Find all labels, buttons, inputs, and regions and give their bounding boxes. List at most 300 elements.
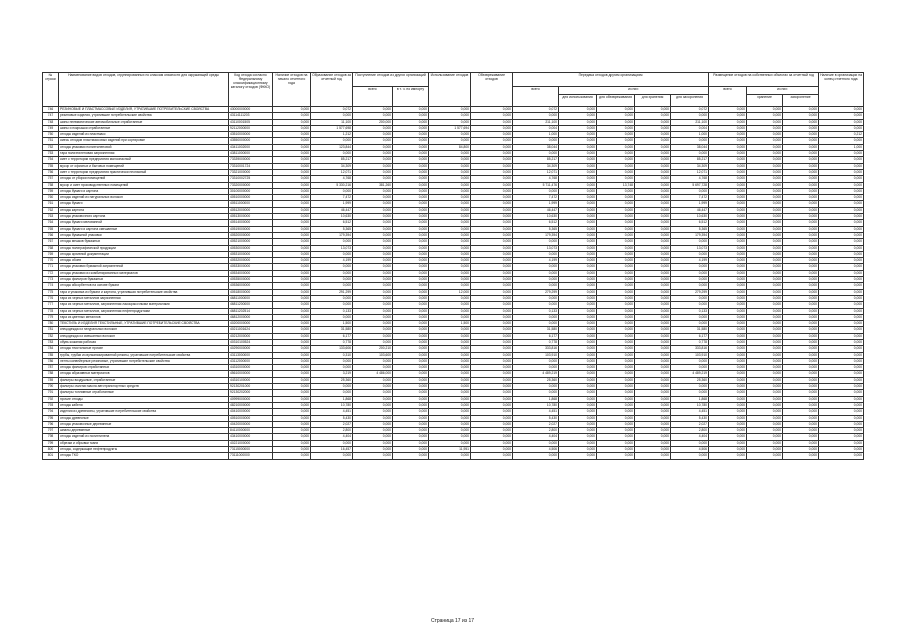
- value-cell: 0,000: [783, 220, 819, 226]
- value-cell: 0,000: [671, 188, 709, 194]
- value-cell: 0,000: [429, 157, 471, 163]
- value-cell: 0,000: [429, 251, 471, 257]
- value-cell: 4,404: [311, 434, 353, 440]
- value-cell: 0,000: [471, 232, 513, 238]
- col-header-placement: Размещение отходов на собственных объектах за отчетный год: [709, 73, 819, 87]
- col-header-transfer: Передача отходов другим организациям: [513, 73, 709, 87]
- value-cell: 200,210: [353, 346, 393, 352]
- value-cell: 0,000: [559, 270, 597, 276]
- waste-code: 40211001624: [229, 327, 273, 333]
- value-cell: 0,000: [273, 113, 311, 119]
- waste-code: 43110001505: [229, 119, 273, 125]
- waste-name: отходы фильтров бумажных: [59, 277, 229, 283]
- value-cell: 0,000: [559, 421, 597, 427]
- value-cell: 0,000: [709, 333, 747, 339]
- value-cell: 34,309: [671, 163, 709, 169]
- value-cell: 0,000: [783, 365, 819, 371]
- value-cell: 0,000: [747, 440, 783, 446]
- value-cell: 0,000: [635, 352, 671, 358]
- value-cell: 0,000: [709, 295, 747, 301]
- value-cell: 0,000: [353, 195, 393, 201]
- waste-name: отходы от уборки помещений: [59, 176, 229, 182]
- value-cell: 0,000: [393, 314, 429, 320]
- value-cell: 0,000: [709, 434, 747, 440]
- row-number: 750: [43, 132, 59, 138]
- value-cell: 0,000: [597, 264, 635, 270]
- value-cell: 0,000: [597, 321, 635, 327]
- value-cell: 0,000: [819, 308, 864, 314]
- value-cell: 0,000: [429, 113, 471, 119]
- value-cell: 0,000: [429, 188, 471, 194]
- row-number: 765: [43, 226, 59, 232]
- value-cell: 0,000: [671, 358, 709, 364]
- value-cell: 0,000: [819, 195, 864, 201]
- value-cell: 0,000: [783, 182, 819, 188]
- value-cell: 0,000: [597, 384, 635, 390]
- value-cell: 0,000: [747, 251, 783, 257]
- value-cell: 0,000: [559, 390, 597, 396]
- row-number: 786: [43, 358, 59, 364]
- value-cell: 0,000: [635, 339, 671, 345]
- value-cell: 0,000: [819, 333, 864, 339]
- value-cell: 0,000: [393, 107, 429, 113]
- value-cell: 0,000: [819, 169, 864, 175]
- value-cell: 85,217: [671, 157, 709, 163]
- value-cell: 0,000: [635, 113, 671, 119]
- value-cell: 0,000: [709, 390, 747, 396]
- value-cell: 0,000: [709, 321, 747, 327]
- value-cell: 12,071: [513, 169, 559, 175]
- value-cell: 0,000: [783, 157, 819, 163]
- value-cell: 0,000: [273, 214, 311, 220]
- value-cell: 0,000: [747, 453, 783, 459]
- value-cell: 0,000: [393, 358, 429, 364]
- value-cell: 0,000: [635, 358, 671, 364]
- value-cell: 0,000: [747, 365, 783, 371]
- value-cell: 0,000: [597, 125, 635, 131]
- value-cell: 0,000: [819, 447, 864, 453]
- waste-code: 46812000000: [229, 314, 273, 320]
- waste-code: 46811202514: [229, 308, 273, 314]
- value-cell: 0,000: [471, 289, 513, 295]
- value-cell: 123,844: [311, 144, 353, 150]
- value-cell: 0,000: [597, 428, 635, 434]
- value-cell: 0,000: [747, 182, 783, 188]
- value-cell: 103,910: [513, 352, 559, 358]
- value-cell: 0,000: [635, 453, 671, 459]
- value-cell: 0,000: [273, 251, 311, 257]
- value-cell: 0,000: [635, 283, 671, 289]
- value-cell: 0,000: [635, 264, 671, 270]
- value-cell: 0,000: [819, 151, 864, 157]
- value-cell: 0,000: [471, 195, 513, 201]
- value-cell: 3,219: [311, 371, 353, 377]
- value-cell: 0,000: [747, 277, 783, 283]
- value-cell: 0,000: [353, 176, 393, 182]
- value-cell: 0,000: [471, 302, 513, 308]
- value-cell: 0,000: [783, 308, 819, 314]
- table-body: [43, 107, 864, 460]
- row-number: 771: [43, 264, 59, 270]
- value-cell: 0,000: [559, 245, 597, 251]
- value-cell: 5 697,728: [671, 182, 709, 188]
- value-cell: 0,000: [393, 245, 429, 251]
- value-cell: 0,000: [559, 434, 597, 440]
- value-cell: 0,000: [559, 163, 597, 169]
- row-number: 794: [43, 409, 59, 415]
- value-cell: 0,000: [471, 176, 513, 182]
- value-cell: 0,000: [635, 138, 671, 144]
- col-header-name: Наименование видов отходов, сгруппированных по классам опасности для окружающей среды: [59, 73, 229, 107]
- value-cell: 4,451: [513, 409, 559, 415]
- value-cell: 0,000: [747, 327, 783, 333]
- value-cell: 0,000: [273, 207, 311, 213]
- value-cell: 0,000: [709, 163, 747, 169]
- value-cell: 0,000: [783, 132, 819, 138]
- value-cell: 0,000: [635, 371, 671, 377]
- value-cell: 0,000: [747, 264, 783, 270]
- value-cell: 0,000: [783, 283, 819, 289]
- value-cell: 0,000: [783, 277, 819, 283]
- row-number: 757: [43, 176, 59, 182]
- value-cell: 0,000: [393, 163, 429, 169]
- value-cell: 0,000: [273, 258, 311, 264]
- value-cell: 0,000: [559, 226, 597, 232]
- value-cell: 0,000: [747, 107, 783, 113]
- value-cell: 0,000: [429, 132, 471, 138]
- value-cell: 0,000: [709, 402, 747, 408]
- value-cell: 0,000: [353, 214, 393, 220]
- waste-name: шины и покрышки отработанные: [59, 125, 229, 131]
- row-number: 761: [43, 201, 59, 207]
- value-cell: 0,000: [429, 214, 471, 220]
- value-cell: 0,000: [783, 214, 819, 220]
- value-cell: 0,000: [471, 138, 513, 144]
- value-cell: 0,000: [429, 226, 471, 232]
- value-cell: 0,310: [311, 352, 353, 358]
- value-cell: 0,000: [471, 119, 513, 125]
- value-cell: 0,000: [671, 390, 709, 396]
- value-cell: 0,000: [819, 415, 864, 421]
- value-cell: 0,000: [273, 151, 311, 157]
- value-cell: 0,000: [597, 333, 635, 339]
- value-cell: 0,000: [429, 327, 471, 333]
- value-cell: 0,000: [393, 302, 429, 308]
- value-cell: 0,000: [311, 314, 353, 320]
- value-cell: 0,000: [353, 132, 393, 138]
- waste-name: ленты конвейерные резиновые, утратившие потребительские свойства: [59, 358, 229, 364]
- value-cell: 0,000: [597, 163, 635, 169]
- value-cell: 0,000: [273, 138, 311, 144]
- row-number: 791: [43, 390, 59, 396]
- value-cell: 200,000: [353, 119, 393, 125]
- value-cell: 0,000: [709, 421, 747, 427]
- value-cell: 0,000: [819, 226, 864, 232]
- value-cell: 0,000: [783, 339, 819, 345]
- value-cell: 0,000: [709, 377, 747, 383]
- waste-name: отходы упаковки из комбинированных материалов: [59, 270, 229, 276]
- value-cell: 0,000: [353, 365, 393, 371]
- value-cell: 0,000: [559, 352, 597, 358]
- value-cell: 0,000: [709, 157, 747, 163]
- value-cell: 0,000: [559, 132, 597, 138]
- value-cell: 0,000: [635, 201, 671, 207]
- value-cell: 0,000: [393, 289, 429, 295]
- value-cell: 0,000: [471, 132, 513, 138]
- value-cell: 6,177: [671, 333, 709, 339]
- value-cell: 11,100: [311, 119, 353, 125]
- value-cell: 0,000: [671, 138, 709, 144]
- value-cell: 0,000: [393, 352, 429, 358]
- value-cell: 0,000: [783, 390, 819, 396]
- waste-name: отходы обоев: [59, 258, 229, 264]
- value-cell: 0,000: [559, 195, 597, 201]
- value-cell: 0,000: [635, 132, 671, 138]
- value-cell: 0,000: [471, 207, 513, 213]
- value-cell: 0,000: [429, 264, 471, 270]
- value-cell: 0,000: [597, 138, 635, 144]
- value-cell: 0,000: [747, 339, 783, 345]
- value-cell: 0,000: [559, 176, 597, 182]
- value-cell: 4 486,000: [353, 371, 393, 377]
- value-cell: 0,000: [783, 169, 819, 175]
- value-cell: 0,000: [709, 232, 747, 238]
- value-cell: 0,000: [393, 138, 429, 144]
- row-number: 754: [43, 157, 59, 163]
- value-cell: 0,000: [747, 132, 783, 138]
- value-cell: 1,999: [311, 201, 353, 207]
- value-cell: 0,000: [747, 119, 783, 125]
- value-cell: 0,000: [513, 321, 559, 327]
- value-cell: 0,072: [513, 107, 559, 113]
- value-cell: 85,217: [513, 157, 559, 163]
- value-cell: 0,000: [747, 333, 783, 339]
- value-cell: 0,000: [819, 264, 864, 270]
- value-cell: 0,000: [747, 188, 783, 194]
- value-cell: 0,000: [513, 314, 559, 320]
- row-number: 763: [43, 214, 59, 220]
- value-cell: 0,000: [393, 333, 429, 339]
- value-cell: 0,000: [513, 390, 559, 396]
- value-cell: 16,457: [311, 447, 353, 453]
- waste-name: отходы текстильные прочие: [59, 346, 229, 352]
- value-cell: 0,000: [471, 188, 513, 194]
- waste-name: отходы упаковочные деревянные: [59, 421, 229, 427]
- value-cell: 4,451: [671, 409, 709, 415]
- waste-name: фильтры топливные отработанные: [59, 390, 229, 396]
- value-cell: 0,000: [597, 283, 635, 289]
- value-cell: 0,000: [709, 113, 747, 119]
- waste-name: отходы ТКО: [59, 453, 229, 459]
- value-cell: 0,000: [597, 245, 635, 251]
- waste-name: обрезки и обрывки ткани: [59, 440, 229, 446]
- row-number: 782: [43, 333, 59, 339]
- value-cell: 0,000: [471, 447, 513, 453]
- waste-name: отходы кабеля: [59, 402, 229, 408]
- value-cell: 0,000: [597, 201, 635, 207]
- value-cell: 0,000: [709, 302, 747, 308]
- value-cell: 0,000: [513, 239, 559, 245]
- value-cell: 0,004: [671, 125, 709, 131]
- value-cell: 1,000: [513, 132, 559, 138]
- value-cell: 0,000: [635, 188, 671, 194]
- value-cell: 179,394: [513, 232, 559, 238]
- value-cell: 0,000: [709, 144, 747, 150]
- value-cell: 0,000: [471, 440, 513, 446]
- value-cell: 0,000: [747, 195, 783, 201]
- value-cell: 291,299: [311, 289, 353, 295]
- value-cell: 0,000: [353, 258, 393, 264]
- value-cell: 0,000: [353, 251, 393, 257]
- value-cell: 0,000: [393, 440, 429, 446]
- value-cell: 0,000: [393, 327, 429, 333]
- value-cell: 0,000: [559, 289, 597, 295]
- value-cell: 0,000: [513, 302, 559, 308]
- waste-code: 40310100524: [229, 339, 273, 345]
- value-cell: 0,000: [747, 245, 783, 251]
- waste-code: 40512000000: [229, 207, 273, 213]
- value-cell: 0,000: [513, 151, 559, 157]
- value-cell: 13,073: [311, 245, 353, 251]
- value-cell: 0,000: [353, 245, 393, 251]
- value-cell: 5,365: [311, 226, 353, 232]
- value-cell: 0,000: [597, 447, 635, 453]
- value-cell: 0,000: [783, 270, 819, 276]
- value-cell: 0,000: [353, 289, 393, 295]
- value-cell: 5 711,476: [513, 182, 559, 188]
- value-cell: 0,000: [747, 377, 783, 383]
- value-cell: 0,000: [819, 302, 864, 308]
- value-cell: 0,000: [709, 151, 747, 157]
- value-cell: 0,000: [709, 365, 747, 371]
- row-number: 787: [43, 365, 59, 371]
- value-cell: 4,199: [311, 258, 353, 264]
- value-cell: 0,000: [273, 396, 311, 402]
- value-cell: 0,000: [671, 295, 709, 301]
- value-cell: 0,000: [353, 232, 393, 238]
- value-cell: 0,000: [709, 195, 747, 201]
- value-cell: 0,000: [819, 371, 864, 377]
- row-number: 752: [43, 144, 59, 150]
- value-cell: 0,000: [471, 113, 513, 119]
- value-cell: 0,000: [819, 346, 864, 352]
- value-cell: 0,000: [819, 188, 864, 194]
- value-cell: 0,000: [353, 201, 393, 207]
- value-cell: 0,000: [559, 232, 597, 238]
- value-cell: 0,000: [353, 421, 393, 427]
- value-cell: 0,000: [273, 125, 311, 131]
- value-cell: 1,999: [513, 201, 559, 207]
- value-cell: 0,000: [273, 333, 311, 339]
- waste-code: 43550000000: [229, 138, 273, 144]
- value-cell: 0,000: [819, 251, 864, 257]
- value-cell: 0,000: [709, 270, 747, 276]
- value-cell: 0,000: [513, 188, 559, 194]
- value-cell: 0,000: [709, 415, 747, 421]
- value-cell: 0,000: [429, 421, 471, 427]
- value-cell: 0,000: [597, 308, 635, 314]
- value-cell: 0,000: [597, 302, 635, 308]
- value-cell: 4,506: [671, 447, 709, 453]
- waste-code: 40290000000: [229, 346, 273, 352]
- row-number: 799: [43, 440, 59, 446]
- value-cell: 0,000: [429, 151, 471, 157]
- value-cell: 0,000: [747, 138, 783, 144]
- value-cell: 0,000: [747, 308, 783, 314]
- value-cell: 0,000: [597, 377, 635, 383]
- value-cell: 0,000: [311, 151, 353, 157]
- value-cell: 0,000: [709, 396, 747, 402]
- value-cell: 279,299: [671, 289, 709, 295]
- value-cell: 0,000: [671, 321, 709, 327]
- waste-code: 45610000000: [229, 371, 273, 377]
- value-cell: 5,430: [513, 415, 559, 421]
- waste-name: тара из цветных металлов: [59, 314, 229, 320]
- value-cell: 0,000: [393, 346, 429, 352]
- value-cell: 1,999: [671, 201, 709, 207]
- value-cell: 0,000: [597, 365, 635, 371]
- value-cell: 0,000: [429, 270, 471, 276]
- value-cell: 0,000: [513, 270, 559, 276]
- value-cell: 179,394: [671, 232, 709, 238]
- waste-code: 40531000000: [229, 251, 273, 257]
- value-cell: 0,000: [597, 214, 635, 220]
- value-cell: 0,000: [429, 245, 471, 251]
- row-number: 781: [43, 327, 59, 333]
- value-cell: 0,000: [393, 251, 429, 257]
- value-cell: 0,000: [819, 396, 864, 402]
- value-cell: 0,000: [559, 384, 597, 390]
- value-cell: 46,447: [513, 207, 559, 213]
- value-cell: 0,000: [635, 314, 671, 320]
- waste-name: отходы, содержащие нефтепродукты: [59, 447, 229, 453]
- value-cell: 0,000: [393, 384, 429, 390]
- value-cell: 0,000: [597, 440, 635, 446]
- value-cell: 0,000: [635, 169, 671, 175]
- col-header-start: Наличие отходов на начало отчетного года: [273, 73, 311, 107]
- value-cell: 0,000: [559, 402, 597, 408]
- waste-code: 40518000000: [229, 289, 273, 295]
- value-cell: 0,000: [471, 251, 513, 257]
- value-cell: 0,000: [819, 245, 864, 251]
- value-cell: 0,000: [353, 239, 393, 245]
- value-cell: 0,000: [819, 289, 864, 295]
- row-number: 792: [43, 396, 59, 402]
- value-cell: 0,000: [559, 107, 597, 113]
- value-cell: 0,000: [471, 396, 513, 402]
- value-cell: 0,000: [709, 352, 747, 358]
- waste-code: 92112000000: [229, 125, 273, 131]
- value-cell: 0,000: [597, 409, 635, 415]
- value-cell: 0,000: [783, 207, 819, 213]
- value-cell: 0,000: [559, 440, 597, 446]
- value-cell: 0,000: [393, 151, 429, 157]
- value-cell: 0,000: [597, 396, 635, 402]
- value-cell: 0,000: [393, 447, 429, 453]
- value-cell: 5,430: [671, 415, 709, 421]
- value-cell: 0,000: [709, 308, 747, 314]
- value-cell: 0,000: [635, 289, 671, 295]
- value-cell: 0,000: [393, 402, 429, 408]
- value-cell: 0,000: [393, 226, 429, 232]
- value-cell: 0,000: [273, 371, 311, 377]
- waste-code: 40535000000: [229, 277, 273, 283]
- value-cell: 0,000: [597, 314, 635, 320]
- value-cell: 0,000: [471, 220, 513, 226]
- value-cell: 0,000: [429, 390, 471, 396]
- value-cell: 0,000: [819, 434, 864, 440]
- value-cell: 0,000: [671, 453, 709, 459]
